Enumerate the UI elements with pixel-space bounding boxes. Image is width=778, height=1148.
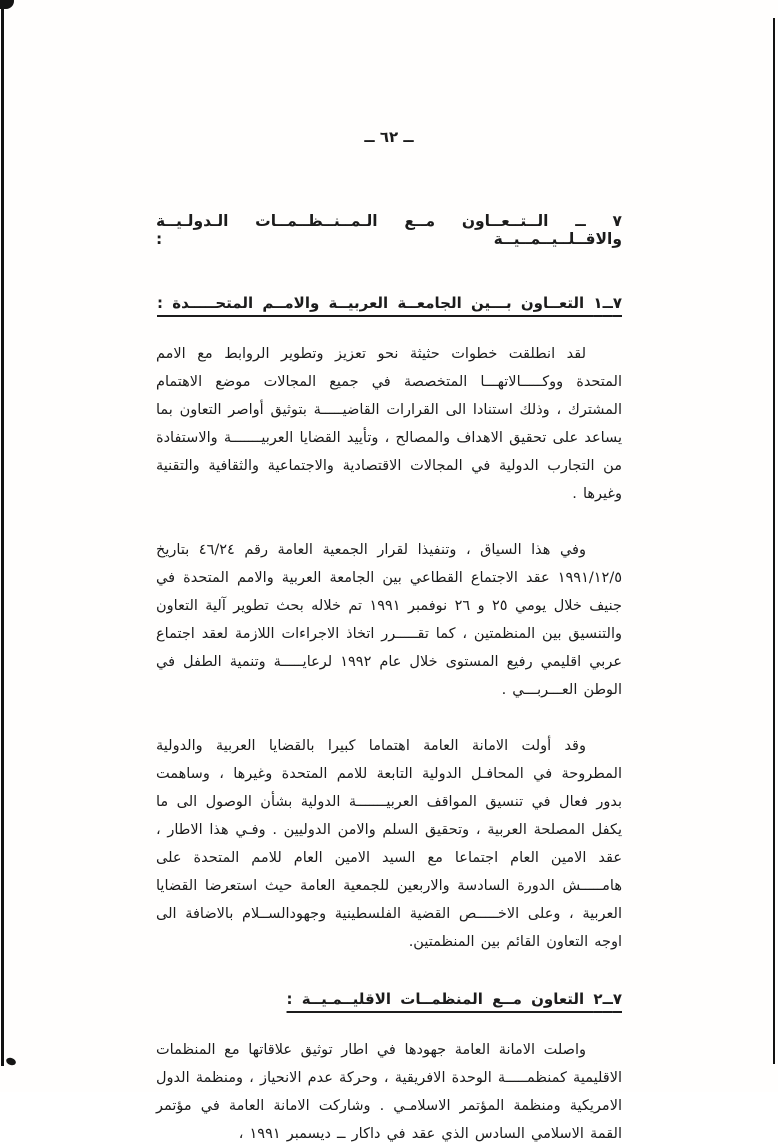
paragraph-3: وقد أولت الامانة العامة اهتماما كبيرا بالقضايا العربية والدولية المطروحة في المحافـل الدولية التابعة للامم المتحدة وغيرها ، وساهمت بدور فعال في تنسيق المواقف العربيـــــــة الدولية بشأن الوصول الى ما يكفل المصلحة العربية ، وتحقيق السلم والامن الدوليين . وفـي هذا الاطار ، عقد الامين العام اجتماعا مع السيد الامين العام للامم المتحدة على هامـــــش الدورة السادسة والاربعين للجمعية العامة حيث استعرضا القضايا العربية ، وعلى الاخـــــص القضية الفلسطينية وجهودالســلام بالاضافة الى اوجه التعاون القائم بين المنظمتين. bbox=[156, 738, 622, 950]
paragraph-4: واصلت الامانة العامة جهودها في اطار توثيق علاقاتها مع المنظمات الاقليمية كمنظمـــــة الوحدة الافريقية ، وحركة عدم الانحياز ، ومنظمة الدول الامريكية ومنظمة المؤتمر الاسلامـي . وشاركت الامانة العامة في مؤتمر القمة الاسلامي السادس الذي عقد في داكار ــ ديسمبر ١٩٩١ ، bbox=[156, 1042, 622, 1142]
paragraph-1: لقد انطلقت خطوات حثيثة نحو تعزيز وتطوير الروابط مع الامم المتحدة ووكـــــالاتهـــا المتخصصة في جميع المجالات موضع الاهتمام المشترك ، وذلك استنادا الى القرارات القاضيـــــة بتوثيق أواصر التعاون بما يساعد على تحقيق الاهداف والمصالح ، وتأييد القضايا العربيـــــــة والاستفادة من التجارب الدولية في المجالات الاقتصادية والاجتماعية والثقافية والتقنية وغيرها . bbox=[156, 346, 622, 502]
paragraph-2: وفي هذا السياق ، وتنفيذا لقرار الجمعية العامة رقم ٤٦/٢٤ بتاريخ ١٩٩١/١٢/٥ عقد الاجتماع القطاعي بين الجامعة العربية والامم المتحدة في جنيف خلال يومي ٢٥ و ٢٦ نوفمبر ١٩٩١ تم خلاله بحث تطوير آلية التعاون والتنسيق بين المنظمتين ، كما تقـــــرر اتخاذ الاجراءات اللازمة لعقد اجتماع عربي اقليمي رفيع المستوى خلال عام ١٩٩٢ لرعايـــــة وتنمية الطفل في الوطن العـــربـــي . bbox=[156, 542, 622, 698]
scan-artifact-bottom-left-mark bbox=[5, 1057, 17, 1067]
page-number: ــ ٦٢ ــ bbox=[364, 128, 414, 146]
scan-artifact-top-left-corner bbox=[0, 0, 14, 9]
document-content bbox=[156, 0, 622, 1148]
scan-artifact-left-edge bbox=[1, 6, 4, 1066]
section-7-2-heading: ٧ــ٢ التعاون مــع المنظمــات الاقليــمـيــة : bbox=[286, 990, 622, 1008]
section-7-heading: ٧ ــ الــتــعــاون مــع الـمــنــظــمــات الـدولـيــة والاقــلــيــمــيــة : bbox=[156, 212, 622, 248]
section-7-1-heading: ٧ــ١ التعــاون بـــين الجامعــة العربيــة والامــم المتحـــــدة : bbox=[157, 294, 622, 312]
scan-artifact-right-edge bbox=[773, 18, 775, 1064]
